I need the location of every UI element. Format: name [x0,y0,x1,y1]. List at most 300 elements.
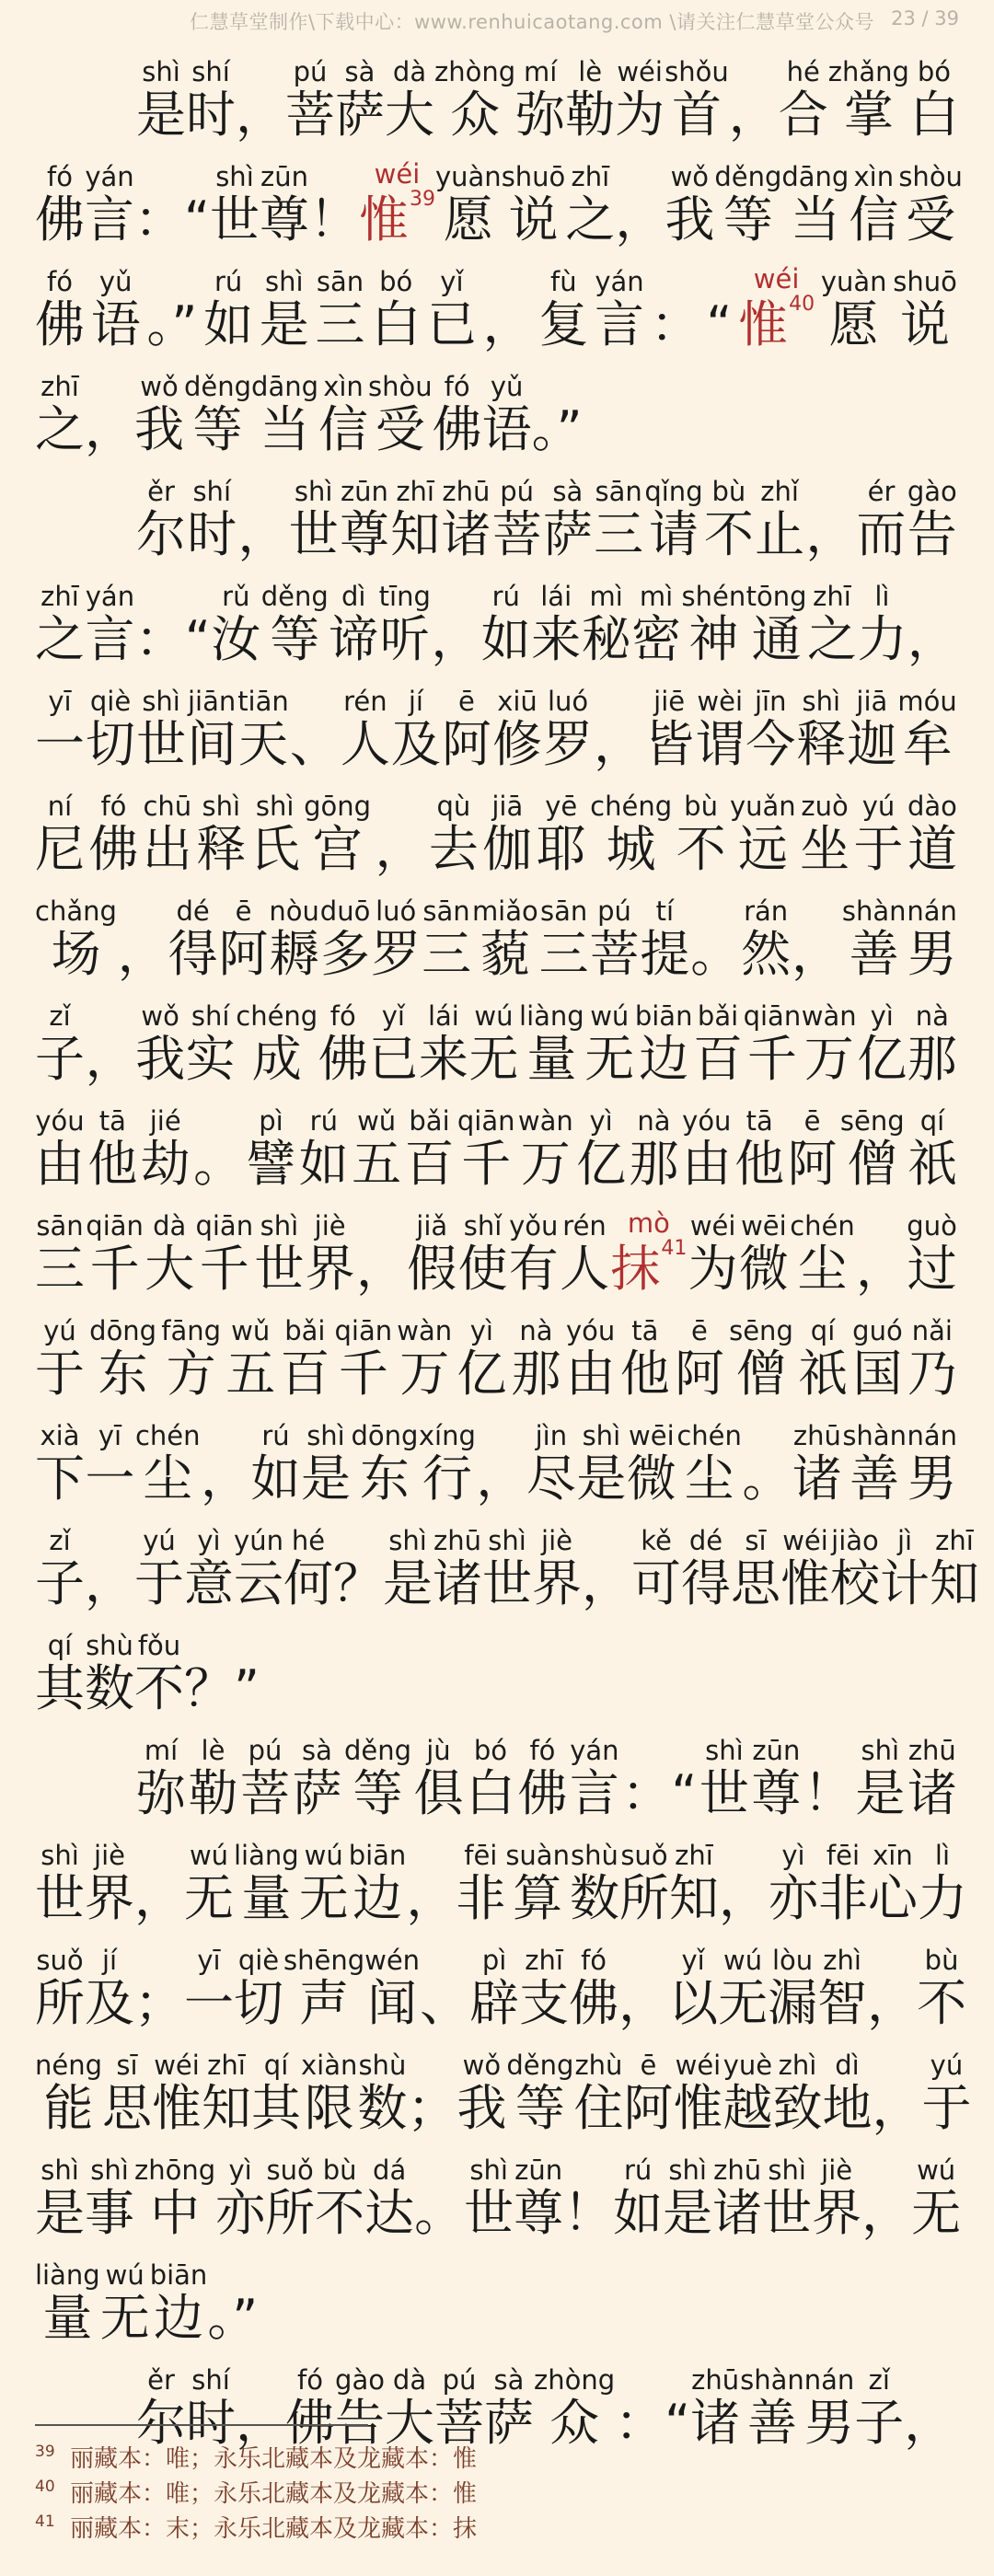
glyph: 所suǒ [35,1945,85,2032]
glyph: 时shí [186,56,236,144]
glyph: 尘chén [790,1210,855,1298]
glyph: 有yǒu [508,1210,559,1298]
footnote-item [35,2509,477,2544]
glyph: 告gào [335,2364,385,2452]
glyph: 中zhōng [134,2154,216,2242]
footnotes [35,2439,477,2544]
glyph: 不bù [917,1945,967,2032]
glyph: 三sān [594,476,644,563]
glyph: 微wēi [626,1420,676,1507]
punctuation: ， [872,2079,922,2137]
text-line [35,245,957,353]
glyph: 使shǐ [457,1210,508,1298]
glyph: 语yǔ [481,371,532,458]
glyph: 说shuō [893,266,957,353]
glyph: 祇qí [907,1105,957,1193]
text-line [136,455,957,563]
glyph: 告gào [907,476,957,563]
punctuation: ：“ [134,610,211,668]
glyph: 成chéng [236,1000,318,1088]
glyph: 时shí [187,476,237,563]
glyph: 是shì [136,56,186,144]
glyph: 宫gōng [304,791,372,878]
glyph: 白bó [908,56,959,144]
glyph: 佛fó [285,2364,335,2452]
glyph: 去qù [428,791,479,878]
punctuation: ， [237,505,288,563]
text-line [35,350,957,458]
glyph: 男nán [803,2364,855,2452]
glyph: 罗luó [543,686,594,773]
glyph: 界jiè [85,1840,134,1927]
punctuation: ， [476,1450,526,1507]
glyph: 何hé [283,1525,333,1612]
glyph: 男nán [907,1420,957,1507]
glyph: 由yóu [35,1105,85,1193]
glyph: 善shàn [841,895,907,983]
punctuation: ， [85,1554,134,1612]
glyph: 佛fó [318,1000,368,1088]
glyph: 辟pì [469,1945,520,2032]
glyph: 当dāng [781,161,850,248]
punctuation: ； [407,2079,457,2137]
glyph: 千qiān [86,1210,144,1298]
text-line [35,1294,957,1403]
paragraph [0,455,994,1717]
paragraph [0,35,994,458]
glyph: 世shì [762,2154,813,2242]
glyph: 界jiè [532,1525,582,1612]
glyph: 耨nòu [269,895,319,983]
glyph: 来lái [418,1000,468,1088]
punctuation: ， [236,86,285,144]
glyph: 远yuǎn [729,791,796,878]
glyph: 勒lè [188,1735,238,1822]
glyph: 是shì [663,2154,713,2242]
glyph: 百bǎi [693,1000,744,1088]
glyph: 子zǐ [35,1000,85,1088]
glyph: 假jiǎ [407,1210,457,1298]
punctuation: 。” [531,400,583,458]
glyph: 言yán [595,266,645,353]
glyph: 漏lòu [768,1945,818,2032]
glyph: 之zhī [35,581,85,668]
glyph: 释shì [796,686,847,773]
punctuation: 、 [420,1974,470,2032]
glyph: 于yú [35,1315,85,1403]
glyph: 量liàng [519,1000,584,1088]
glyph: 他tā [619,1315,670,1403]
glyph: 界jiè [305,1210,355,1298]
glyph: 而ér [856,476,907,563]
glyph: 我wǒ [665,161,715,248]
glyph: 阿ē [218,895,269,983]
punctuation: 。” [146,295,198,353]
text-line [35,1609,957,1717]
glyph: 及jí [390,686,441,773]
glyph: 如rú [613,2154,664,2242]
glyph: 千qiān [743,1000,802,1088]
punctuation: ！ [563,2184,614,2242]
glyph: 如rú [480,581,531,668]
glyph: 萨sà [484,2364,534,2452]
glyph: 世shì [254,1210,305,1298]
glyph: 不bù [315,2154,365,2242]
punctuation: ， [582,1554,631,1612]
glyph: 尘chén [676,1420,742,1507]
glyph: 然rán [741,895,792,983]
glyph: 佛fó [517,1735,568,1822]
footnote-ref[interactable]: 40 [789,293,815,316]
glyph: 迦jiā [847,686,897,773]
glyph: 劫jié [140,1105,191,1193]
punctuation: ， [375,820,425,878]
glyph: 无wú [99,2259,150,2347]
punctuation: ， [482,295,533,353]
glyph: 弥mí [136,1735,186,1822]
glyph: 诸zhū [433,1525,482,1612]
glyph: 已yǐ [368,1000,419,1088]
glyph: 非fēi [456,1840,506,1927]
text-line [136,1714,957,1822]
glyph: 通tōng [746,581,807,668]
glyph: 亿yì [576,1105,627,1193]
glyph: 阿ē [787,1105,838,1193]
glyph: 阿ē [623,2050,674,2137]
footnote-number: 41 [35,2512,55,2531]
glyph: 尊zūn [259,161,309,248]
text-line [35,560,957,668]
punctuation: 。 [414,2184,465,2242]
punctuation: ， [618,1974,669,2032]
glyph: 僧sēng [729,1315,793,1403]
glyph: 地dì [822,2050,873,2137]
text-line [35,1189,957,1298]
glyph: 量liàng [35,2259,100,2347]
glyph: 无wú [298,1840,349,1927]
glyph: 尔ěr [136,476,186,563]
glyph: 秘mì [581,581,631,668]
punctuation: ！ [803,1764,853,1822]
glyph: 五wǔ [352,1105,402,1193]
glyph: 间jiān [187,686,237,773]
glyph: 尊zūn [751,1735,802,1822]
glyph: 当dāng [251,371,319,458]
punctuation: ？ [333,1554,383,1612]
glyph: 三sān [538,895,589,983]
glyph: 致zhì [772,2050,823,2137]
punctuation: ， [792,925,842,983]
punctuation: ！ [308,191,359,248]
glyph: 不bù [703,476,754,563]
glyph: 所suǒ [265,2154,316,2242]
glyph: 由yóu [565,1315,616,1403]
glyph: 思sī [102,2050,153,2137]
glyph: 亿yì [857,1000,907,1088]
glyph: 今jīn [746,686,796,773]
glyph: 请qǐng [644,476,703,563]
glyph: 诸zhū [441,476,491,563]
glyph: 过guò [907,1210,957,1298]
glyph: 修xiū [492,686,543,773]
glyph: 等děng [260,581,329,668]
glyph: 三sān [35,1210,85,1298]
punctuation: 、 [289,715,340,773]
glyph: 众zhòng [534,2364,616,2452]
glyph: 知zhī [668,1840,719,1927]
glyph: 如rú [250,1420,301,1507]
header-text: 仁慧草堂制作\下载中心：www.renhuicaotang.com \请关注仁慧草堂公众号 [190,11,874,33]
glyph: 限xiàn [301,2050,358,2137]
punctuation: ， [904,2394,954,2452]
punctuation: ， [85,400,134,458]
glyph: 阿ē [441,686,491,773]
punctuation: ： [650,295,700,353]
punctuation: ， [85,1030,135,1088]
glyph: 等děng [506,2050,574,2137]
glyph: 无wú [468,1000,519,1088]
glyph: 尊zūn [339,476,389,563]
glyph: 乃nǎi [907,1315,957,1403]
glyph: 尊zūn [514,2154,564,2242]
glyph: 力lì [857,581,907,668]
punctuation: ， [236,2394,285,2452]
glyph: 界jiè [812,2154,862,2242]
glyph: 世shì [209,161,260,248]
punctuation: ， [805,505,856,563]
glyph: 越yuè [722,2050,773,2137]
glyph: 菩pú [589,895,640,983]
glyph: 东dōng [351,1420,419,1507]
text-line [35,874,957,983]
glyph: 一yī [184,1945,234,2032]
glyph: 数shù [569,1840,619,1927]
glyph: 惟$^{39}$wéi [358,158,435,248]
glyph: 万wàn [397,1315,453,1403]
glyph: 千qiān [334,1315,393,1403]
glyph: 由yóu [681,1105,732,1193]
glyph: 是shì [259,266,309,353]
glyph: 尽jìn [526,1420,576,1507]
glyph: 受shòu [368,371,433,458]
glyph: 合hé [778,56,828,144]
glyph: 言yán [569,1735,619,1822]
glyph: 信xìn [318,371,369,458]
text-line [35,2028,972,2137]
glyph: 于yú [921,2050,972,2137]
glyph: 世shì [699,1735,749,1822]
glyph: 佛fó [432,371,482,458]
glyph: 诸zhū [907,1735,957,1822]
punctuation: 。 [690,925,741,983]
punctuation: ， [594,715,644,773]
glyph: 无wú [911,2154,962,2242]
glyph: 信xìn [849,161,899,248]
glyph: 诸zhū [690,2364,741,2452]
glyph: 切qiè [234,1945,283,2032]
glyph: 无wú [584,1000,635,1088]
footnote-ref[interactable]: 41 [661,1237,688,1260]
footnote-text: 丽藏本：末；永乐北藏本及龙藏本：抹 [70,2514,478,2543]
glyph: 之zhī [807,581,857,668]
glyph: 佛fó [35,266,85,353]
text-line [35,1399,957,1507]
glyph: 声shēng [283,1945,365,2032]
footnote-text: 丽藏本：唯；永乐北藏本及龙藏本：惟 [70,2444,478,2473]
glyph: 万wàn [801,1000,857,1088]
punctuation: 。 [742,1450,792,1507]
text-line [35,1504,979,1612]
glyph: 世shì [35,1840,85,1927]
glyph: 密mì [631,581,682,668]
glyph: 百bǎi [280,1315,330,1403]
glyph: 佛fó [88,791,139,878]
punctuation: ； [134,1974,184,2032]
glyph: 坐zuò [800,791,850,878]
glyph: 白bó [371,266,422,353]
glyph: 牟móu [897,686,957,773]
glyph: 城chéng [590,791,673,878]
glyph: 场chǎng [35,895,117,983]
glyph: 三sān [422,895,472,983]
glyph: 那nà [511,1315,561,1403]
glyph: 我wǒ [134,371,184,458]
glyph: 下xià [35,1420,85,1507]
text-line [35,979,957,1088]
glyph: 如rú [298,1105,349,1193]
glyph: 得dé [168,895,218,983]
glyph: 萨sà [292,1735,342,1822]
text-line [136,2343,957,2452]
punctuation: ， [728,86,779,144]
page-number: 23 / 39 [891,7,959,29]
glyph: 是shì [855,1735,906,1822]
glyph: 已yǐ [426,266,477,353]
glyph: 我wǒ [135,1000,186,1088]
glyph: 闻wén [364,1945,421,2032]
glyph: 无wú [184,1840,234,1927]
punctuation: 。 [193,1135,244,1193]
glyph: 是shì [35,2154,85,2242]
punctuation: ， [615,191,665,248]
glyph: 释shì [196,791,247,878]
glyph: 不bù [676,791,726,878]
glyph: 为wéi [615,56,665,144]
glyph: 说shuō [501,161,566,248]
glyph: 支zhī [519,1945,570,2032]
glyph: 万wàn [517,1105,573,1193]
glyph: 萨sà [335,56,385,144]
glyph: 方fāng [161,1315,222,1403]
glyph: 知zhī [930,1525,979,1612]
glyph: 愿yuàn [820,266,887,353]
glyph: 菩pú [434,2364,484,2452]
glyph: 复fù [538,266,589,353]
glyph: 善shàn [740,2364,804,2452]
punctuation: ， [718,1869,769,1927]
text-line [35,1084,957,1193]
glyph: 边biān [149,2259,208,2347]
punctuation: ：“ [615,2394,691,2452]
punctuation: ， [406,1869,457,1927]
punctuation: ， [431,610,481,668]
glyph: 微wēi [738,1210,789,1298]
text-line [35,2238,957,2347]
glyph: 白bó [465,1735,515,1822]
glyph: 三sān [315,266,365,353]
punctuation: ， [907,610,957,668]
glyph: 无wú [718,1945,769,2032]
glyph: 佛fó [569,1945,619,2032]
paragraph [0,1714,994,2347]
glyph: 东dōng [89,1315,157,1403]
glyph: 切qiè [86,686,136,773]
glyph: 于yú [134,1525,184,1612]
glyph: 千qiān [457,1105,515,1193]
glyph: 众zhòng [434,56,516,144]
glyph: 世shì [482,1525,532,1612]
glyph: 时shí [186,2364,236,2452]
glyph: 氏shì [249,791,300,878]
glyph: 边biān [348,1840,407,1927]
glyph: 听tīng [378,581,431,668]
glyph: 亦yì [768,1840,818,1927]
glyph: 耶yē [536,791,586,878]
glyph: 算suàn [505,1840,570,1927]
glyph: 大dà [385,56,434,144]
glyph: 罗luó [371,895,422,983]
glyph: 菩pú [285,56,335,144]
punctuation: ， [856,1240,907,1298]
glyph: 智zhì [817,1945,868,2032]
glyph: 所suǒ [618,1840,669,1927]
punctuation: 。” [207,2289,259,2347]
glyph: 及jí [85,1945,134,2032]
glyph: 尔ěr [136,2364,186,2452]
glyph: 为wéi [688,1210,738,1298]
footnote-number: 40 [35,2478,55,2496]
punctuation: ， [117,925,168,983]
glyph: 数shù [357,2050,408,2137]
punctuation: ， [134,1869,184,1927]
glyph: 边biān [634,1000,693,1088]
punctuation: ？” [184,1659,260,1717]
glyph: 五wǔ [225,1315,276,1403]
glyph: 行xíng [418,1420,476,1507]
glyph: 是shì [383,1525,433,1612]
glyph: 校jiào [830,1525,880,1612]
glyph: 佛fó [35,161,85,248]
glyph: 言yán [85,161,134,248]
scripture-text [0,35,994,2452]
text-line [35,664,957,773]
text-line [35,769,957,878]
glyph: 百bǎi [404,1105,455,1193]
punctuation: ：“ [134,191,210,248]
glyph: 诸zhū [712,2154,763,2242]
glyph: 力lì [917,1840,967,1927]
glyph: 伽jiā [482,791,533,878]
glyph: 云yún [234,1525,283,1612]
punctuation: ， [861,2184,912,2242]
glyph: 事shì [85,2154,134,2242]
glyph: 世shì [464,2154,514,2242]
glyph: 僧sēng [839,1105,905,1193]
footnote-ref[interactable]: 39 [409,188,435,211]
glyph: 子zǐ [854,2364,905,2452]
glyph: 一yī [85,1420,135,1507]
glyph: 谓wèi [695,686,746,773]
